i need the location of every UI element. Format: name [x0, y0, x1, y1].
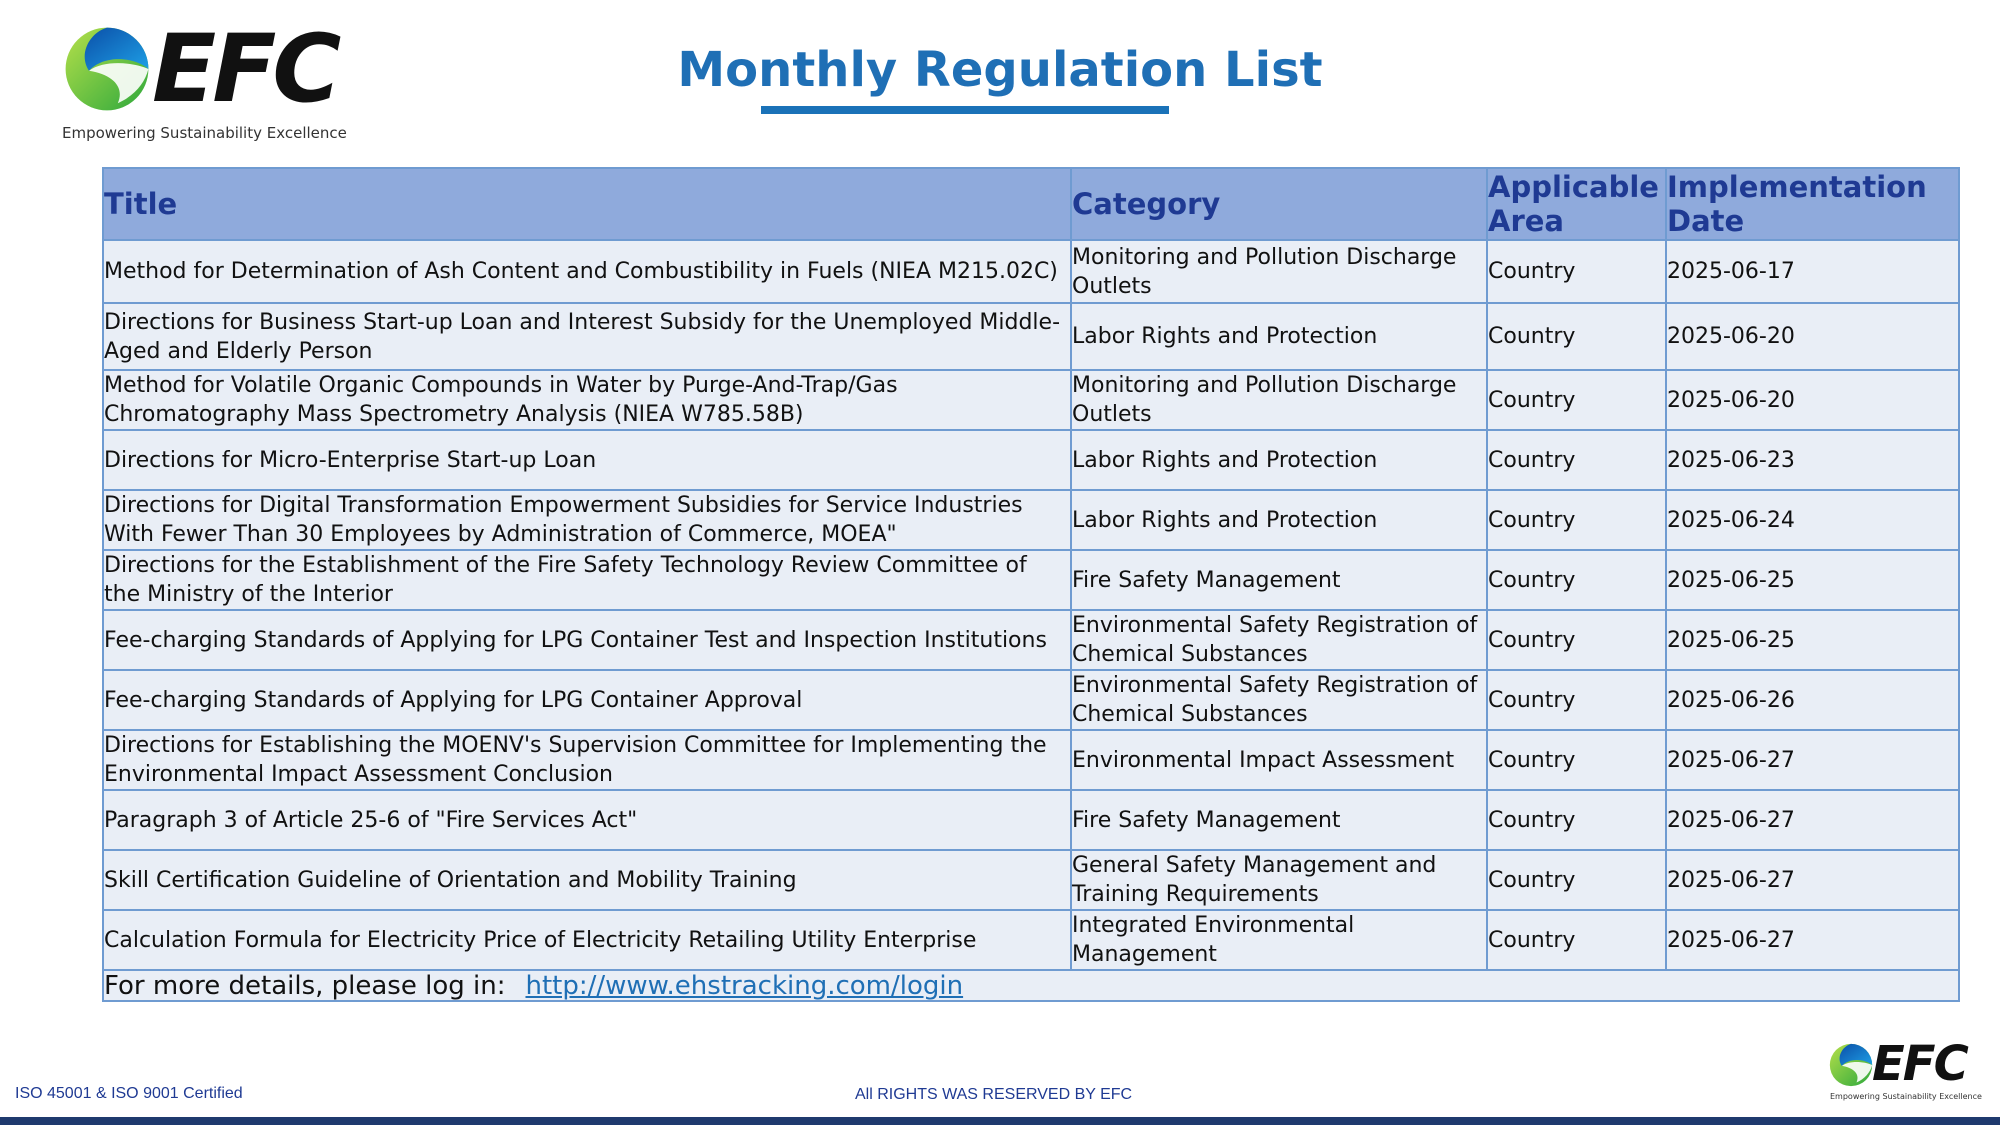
cell-date: 2025-06-27	[1666, 790, 1959, 850]
table-row	[103, 790, 1959, 850]
table-row	[103, 730, 1959, 790]
cell-title: Method for Volatile Organic Compounds in Water by Purge-And-Trap/Gas Chromatography Mass Spectrometry Analysis (NIEA W785.58B)	[103, 370, 1071, 430]
cell-area: Country	[1487, 730, 1666, 790]
cell-date: 2025-06-27	[1666, 730, 1959, 790]
certification-text: ISO 45001 & ISO 9001 Certified	[15, 1085, 243, 1102]
table-row	[103, 240, 1959, 303]
cell-title: Directions for Business Start-up Loan and Interest Subsidy for the Unemployed Middle-Aged and Elderly Person	[103, 303, 1071, 370]
cell-date: 2025-06-20	[1666, 303, 1959, 370]
cell-title: Directions for Micro-Enterprise Start-up Loan	[103, 430, 1071, 490]
cell-date: 2025-06-25	[1666, 550, 1959, 610]
cell-category: Monitoring and Pollution Discharge Outlets	[1071, 240, 1487, 303]
cell-title: Fee-charging Standards of Applying for LPG Container Test and Inspection Institutions	[103, 610, 1071, 670]
cell-category: Labor Rights and Protection	[1071, 490, 1487, 550]
cell-area: Country	[1487, 910, 1666, 970]
cell-title: Fee-charging Standards of Applying for LPG Container Approval	[103, 670, 1071, 730]
cell-date: 2025-06-24	[1666, 490, 1959, 550]
column-header-date: Implementation Date	[1666, 168, 1959, 240]
cell-date: 2025-06-26	[1666, 670, 1959, 730]
column-header-title: Title	[103, 168, 1071, 240]
cell-title: Skill Certification Guideline of Orientation and Mobility Training	[103, 850, 1071, 910]
efc-logo-text: EFC	[152, 15, 338, 124]
efc-logo-tagline: Empowering Sustainability Excellence	[1830, 1092, 1982, 1101]
cell-category: Environmental Impact Assessment	[1071, 730, 1487, 790]
bottom-bar	[0, 1117, 2000, 1125]
cell-category: Integrated Environmental Management	[1071, 910, 1487, 970]
login-link[interactable]: http://www.ehstracking.com/login	[525, 970, 964, 1001]
cell-title: Method for Determination of Ash Content and Combustibility in Fuels (NIEA M215.02C)	[103, 240, 1071, 303]
column-header-category: Category	[1071, 168, 1487, 240]
table-row	[103, 850, 1959, 910]
page-title: Monthly Regulation List	[677, 42, 1323, 98]
login-note	[103, 970, 1959, 1001]
cell-category: Fire Safety Management	[1071, 790, 1487, 850]
cell-area: Country	[1487, 240, 1666, 303]
table-footer-row	[103, 970, 1959, 1001]
table-row	[103, 910, 1959, 970]
cell-area: Country	[1487, 550, 1666, 610]
regulation-table	[102, 167, 1960, 1002]
rights-text: All RIGHTS WAS RESERVED BY EFC	[855, 1086, 1133, 1103]
efc-logo-text: EFC	[1872, 1036, 1967, 1092]
efc-logo-tagline: Empowering Sustainability Excellence	[62, 124, 347, 142]
cell-category: Labor Rights and Protection	[1071, 303, 1487, 370]
table-row	[103, 430, 1959, 490]
cell-title: Directions for the Establishment of the Fire Safety Technology Review Committee of the Ministry of the Interior	[103, 550, 1071, 610]
table-row	[103, 610, 1959, 670]
cell-date: 2025-06-27	[1666, 910, 1959, 970]
table-header-row	[103, 168, 1959, 240]
cell-area: Country	[1487, 670, 1666, 730]
cell-date: 2025-06-20	[1666, 370, 1959, 430]
cell-title: Directions for Digital Transformation Empowerment Subsidies for Service Industries With Fewer Than 30 Employees by Administration of Commerce, MOEA"	[103, 490, 1071, 550]
column-header-area: Applicable Area	[1487, 168, 1666, 240]
login-note-text: For more details, please log in:	[104, 970, 506, 1001]
table-row	[103, 303, 1959, 370]
cell-area: Country	[1487, 610, 1666, 670]
cell-title: Calculation Formula for Electricity Price of Electricity Retailing Utility Enterprise	[103, 910, 1071, 970]
table-row	[103, 550, 1959, 610]
cell-area: Country	[1487, 790, 1666, 850]
cell-category: Environmental Safety Registration of Chemical Substances	[1071, 610, 1487, 670]
cell-title: Paragraph 3 of Article 25-6 of "Fire Services Act"	[103, 790, 1071, 850]
table-row	[103, 670, 1959, 730]
title-underline	[761, 106, 1169, 114]
cell-category: Environmental Safety Registration of Chemical Substances	[1071, 670, 1487, 730]
cell-area: Country	[1487, 490, 1666, 550]
cell-date: 2025-06-25	[1666, 610, 1959, 670]
cell-area: Country	[1487, 303, 1666, 370]
cell-category: Monitoring and Pollution Discharge Outlets	[1071, 370, 1487, 430]
cell-category: Fire Safety Management	[1071, 550, 1487, 610]
cell-date: 2025-06-17	[1666, 240, 1959, 303]
cell-category: General Safety Management and Training Requirements	[1071, 850, 1487, 910]
cell-area: Country	[1487, 850, 1666, 910]
cell-area: Country	[1487, 370, 1666, 430]
efc-swirl-icon	[1828, 1042, 1874, 1088]
cell-category: Labor Rights and Protection	[1071, 430, 1487, 490]
cell-date: 2025-06-23	[1666, 430, 1959, 490]
efc-logo-small	[1828, 1036, 1988, 1108]
cell-date: 2025-06-27	[1666, 850, 1959, 910]
cell-area: Country	[1487, 430, 1666, 490]
table-row	[103, 490, 1959, 550]
table-row	[103, 370, 1959, 430]
cell-title: Directions for Establishing the MOENV's Supervision Committee for Implementing the Environmental Impact Assessment Conclusion	[103, 730, 1071, 790]
